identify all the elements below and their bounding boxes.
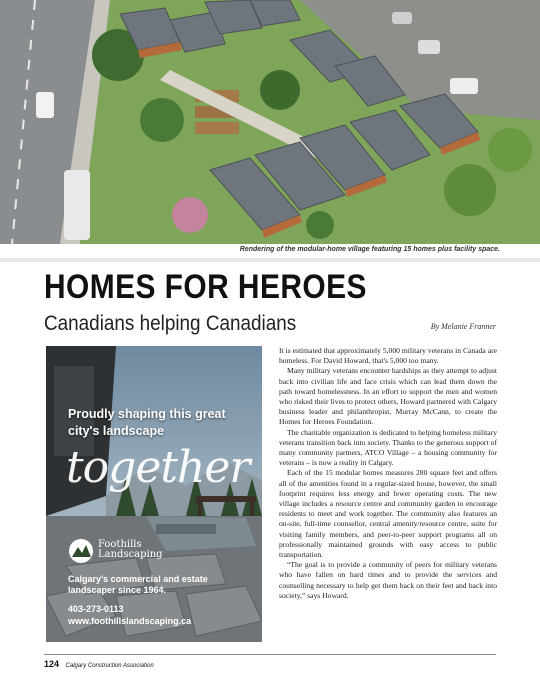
footer-divider [44,654,496,655]
article-paragraph: Many military veterans encounter hardships as they attempt to adjust back into civilian life and face crisis which can lead them down the path toward homelessness. In an effort to support the men and women who risked their lives to protect others, Howard partnered with Calgary business leader and philanthropist, Murray McCann, to create the Homes for Heroes Foundation. [279,366,497,427]
article-paragraph: Each of the 15 modular homes measures 280 square feet and offers all of the amenities found in a regular-sized house, however, the small footprint requires less energy and fewer operating costs. The new village includes a resource centre and community garden to encourage residents to meet and work together. The community also features an on-site, full-time counsellor, central amenity/resource centre, suite for visiting family members, and peer-to-peer support programs all on professionally maintained grounds with easy access to public transportation. [279,468,497,560]
article-headline: HOMES FOR HEROES [44,268,367,306]
article-subheadline: Canadians helping Canadians [44,312,297,335]
village-rendering-image [0,0,540,244]
foothills-logo-icon [68,538,98,564]
article-byline: By Melanie Franner [430,322,496,331]
publication-name: Calgary Construction Association [65,663,154,669]
section-divider [0,258,540,262]
ad-logo-line1: Foothills [98,539,142,550]
article-paragraph: “The goal is to provide a community of peers for military veterans who have fallen on hard times and to provide the services and counselling necessary to help get them back on their feet and back into society,” says Howard. [279,560,497,600]
photo-caption: Rendering of the modular-home village featuring 15 homes plus facility space. [239,246,500,253]
foothills-landscaping-ad [46,346,262,642]
ad-description: Calgary's commercial and estate landscaper since 1964. [68,574,208,595]
ad-logo-line2: Landscaping [98,549,163,560]
ad-phone: 403-273-0113 [68,604,124,614]
article-paragraph: It is estimated that approximately 5,000 military veterans in Canada are homeless. For David Howard, that's 5,000 too many. [279,346,497,366]
ad-background-image [46,346,262,642]
page-number: 124 [44,659,60,669]
village-rendering-svg [0,0,540,244]
ad-website: www.foothillslandscaping.ca [68,616,192,626]
page-footer [44,659,154,669]
ad-tagline: Proudly shaping this great city's landscape [68,407,226,438]
ad-logo-name [98,540,163,560]
article-body [279,346,497,601]
ad-script-word: together [66,442,250,493]
article-paragraph: The charitable organization is dedicated to helping homeless military veterans transition back into society. Thanks to the generous support of many community partners, ATCO Village – a housing community for veterans – is now a reality in Calgary. [279,427,497,468]
